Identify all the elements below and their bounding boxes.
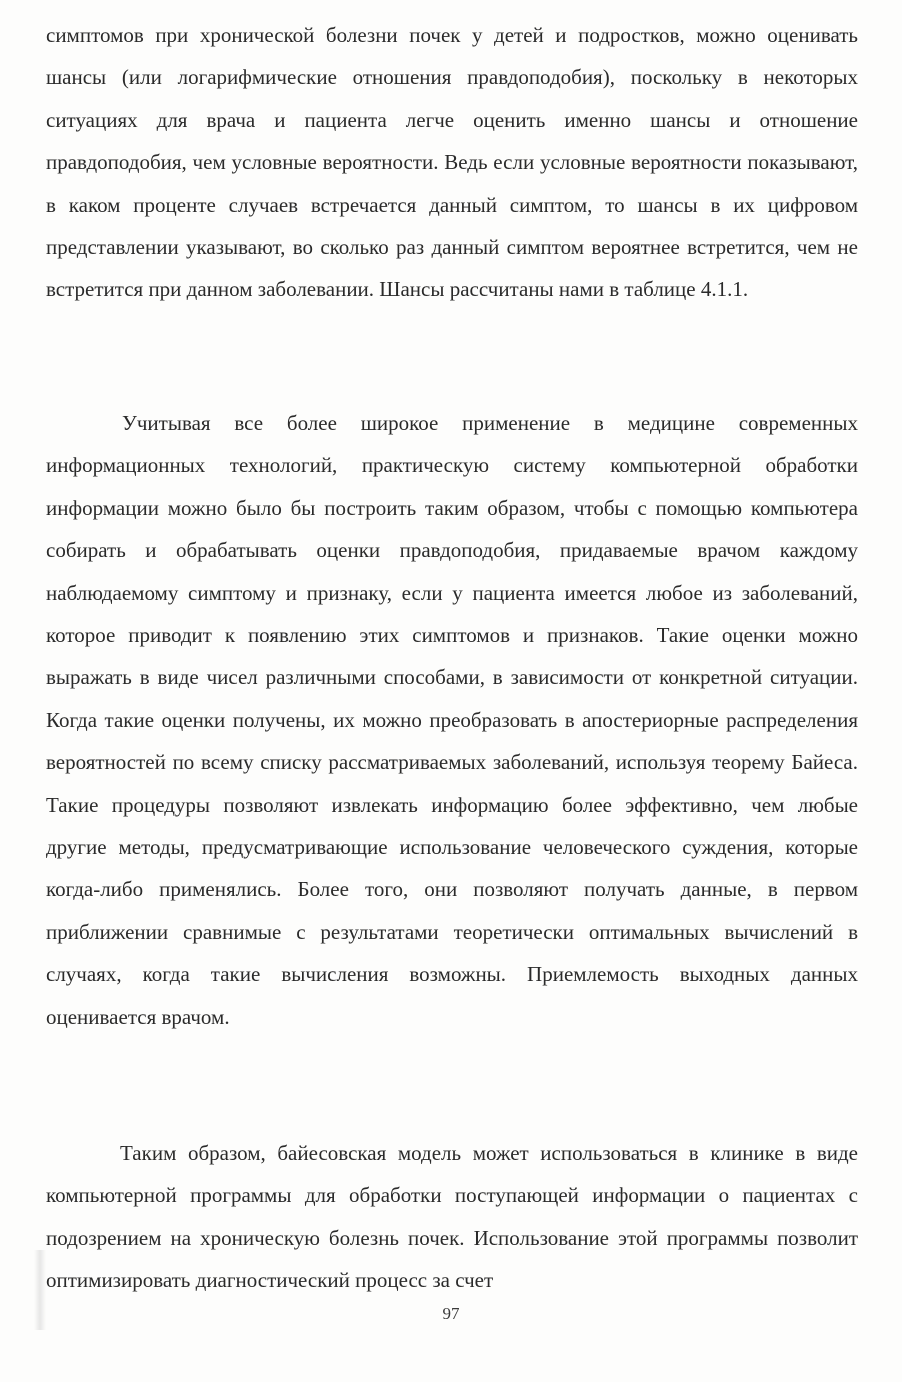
paragraph-1: симптомов при хронической болезни почек у детей и подростков, можно оценивать шансы (или логарифмические отношения правдоподобия), поскольку в некоторых ситуациях для врача и пациента легче оценить именно шансы и отношение правдоподобия, чем условные вероятности. Ведь если условные вероятности показывают, в каком проценте случаев встречается данный симптом, то шансы в их цифровом представлении указывают, во сколько раз данный симптом вероятнее встретится, чем не встретится при данном заболевании. Шансы рассчитаны нами в таблице 4.1.1.	[46, 23, 858, 302]
paragraph-3: Таким образом, байесовская модель может использоваться в клинике в виде компьютерной программы для обработки поступающей информации о пациентах с подозрением на хроническую болезнь почек. Использование этой программы позволит оптимизировать диагностический процесс за счет	[46, 1141, 858, 1293]
page-number: 97	[442, 1304, 460, 1323]
paragraph-2: Учитывая все более широкое применение в медицине современных информационных технологий, практическую систему компьютерной обработки информации можно было бы построить таким образом, чтобы с помощью компьютера собирать и обрабатывать оценки правдоподобия, придаваемые врачом каждому наблюдаемому симптому и признаку, если у пациента имеется любое из заболеваний, которое приводит к появлению этих симптомов и признаков. Такие оценки можно выражать в виде чисел различными способами, в зависимости от конкретной ситуации. Когда такие оценки получены, их можно преобразовать в апостериорные распределения вероятностей по всему списку рассматриваемых заболеваний, используя теорему Байеса. Такие процедуры позволяют извлекать информацию более эффективно, чем любые другие методы, предусматривающие использование человеческого суждения, которые когда-либо применялись. Более того, они позволяют получать данные, в первом приближении сравнимые с результатами теоретически оптимальных вычислений в случаях, когда такие вычисления возможны. Приемлемость выходных данных оценивается врачом.	[46, 411, 858, 1029]
